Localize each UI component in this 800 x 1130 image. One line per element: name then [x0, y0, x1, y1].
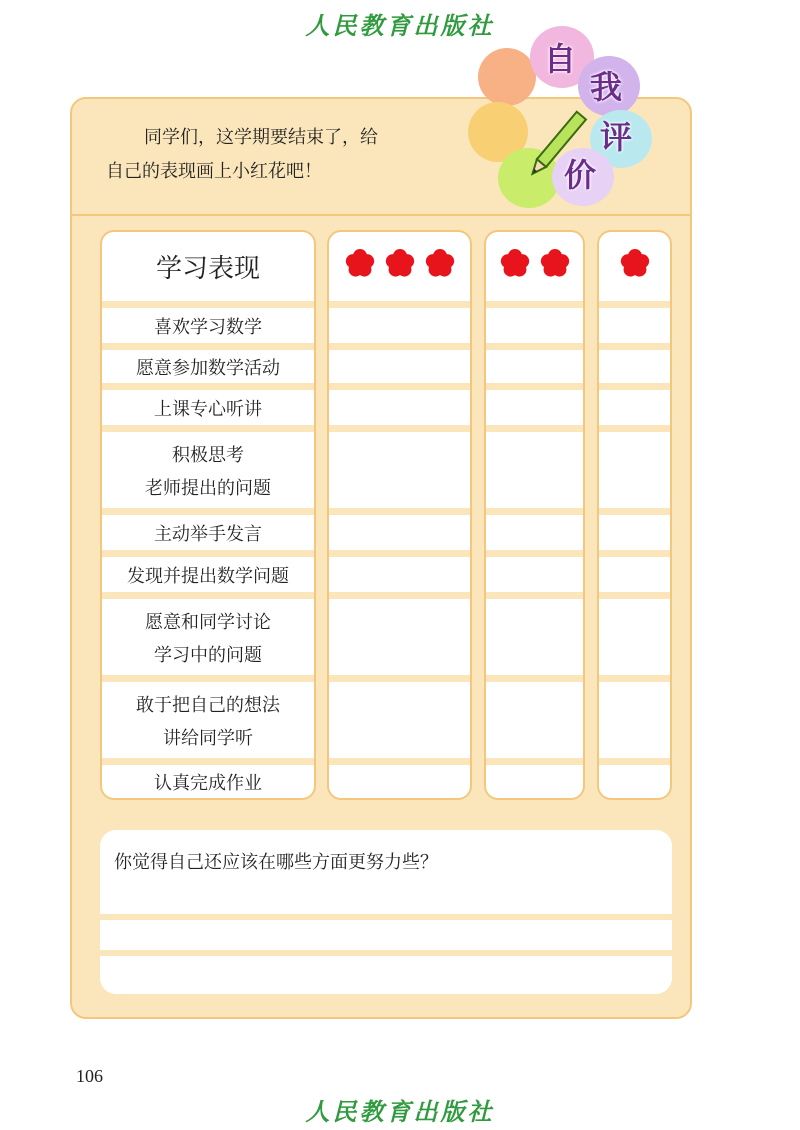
row-separator [329, 301, 470, 308]
badge-char-zi: 自 [544, 40, 577, 78]
red-flower-icon [344, 248, 376, 278]
row-separator [102, 301, 314, 308]
row-separator [102, 508, 314, 515]
intro-line-2: 自己的表现画上小红花吧！ [106, 161, 322, 182]
red-flower-icon [499, 248, 531, 278]
row-separator [102, 675, 314, 682]
performance-item-label: 愿意参加数学活动 [136, 357, 280, 379]
performance-item-label: 老师提出的问题 [145, 477, 271, 499]
row-separator [486, 550, 583, 557]
page-number: 106 [76, 1066, 103, 1086]
row-separator [102, 425, 314, 432]
writing-line [100, 950, 672, 956]
row-separator [329, 383, 470, 390]
row-separator [486, 508, 583, 515]
performance-item-label: 积极思考 [172, 444, 244, 466]
row-separator [599, 675, 670, 682]
publisher-watermark-bottom: 人民教育出版社 [305, 1097, 495, 1126]
row-separator [329, 550, 470, 557]
row-separator [599, 592, 670, 599]
column-header [102, 232, 314, 304]
writing-line [100, 914, 672, 920]
row-separator [329, 758, 470, 765]
row-separator [329, 592, 470, 599]
row-separator [329, 343, 470, 350]
two-flower-column[interactable] [484, 230, 585, 800]
performance-item-label: 讲给同学听 [163, 727, 253, 749]
row-separator [599, 758, 670, 765]
red-flower-icon [384, 248, 416, 278]
row-separator [599, 550, 670, 557]
performance-item-label: 敢于把自己的想法 [136, 694, 280, 716]
performance-item-label: 主动举手发言 [154, 523, 262, 545]
badge-char-ping: 评 [600, 118, 633, 156]
row-separator [599, 383, 670, 390]
row-separator [599, 343, 670, 350]
red-flower-icon [539, 248, 571, 278]
publisher-watermark-top: 人民教育出版社 [305, 11, 495, 40]
performance-item-label: 发现并提出数学问题 [127, 565, 289, 587]
reflection-question: 你觉得自己还应该在哪些方面更努力些？ [114, 852, 438, 873]
performance-item-label: 学习中的问题 [154, 644, 262, 666]
two-flower-header [486, 232, 583, 304]
row-separator [599, 508, 670, 515]
row-separator [486, 675, 583, 682]
three-flower-header [329, 232, 470, 304]
badge-char-jia: 价 [564, 156, 597, 194]
row-separator [329, 508, 470, 515]
one-flower-header [599, 232, 670, 304]
three-flower-column[interactable] [327, 230, 472, 800]
row-separator [486, 425, 583, 432]
row-separator [599, 425, 670, 432]
self-evaluation-badge [460, 20, 660, 210]
performance-item-label: 喜欢学习数学 [154, 316, 262, 338]
performance-label-column [100, 230, 316, 800]
performance-item-label: 上课专心听讲 [154, 398, 262, 420]
one-flower-group [599, 248, 670, 278]
red-flower-icon [424, 248, 456, 278]
one-flower-column[interactable] [597, 230, 672, 800]
row-separator [599, 301, 670, 308]
row-separator [102, 550, 314, 557]
row-separator [329, 425, 470, 432]
row-separator [486, 592, 583, 599]
performance-item-label: 认真完成作业 [154, 773, 262, 794]
intro-text [106, 121, 466, 189]
row-separator [102, 592, 314, 599]
two-flower-group [486, 248, 583, 278]
three-flower-group [329, 248, 470, 278]
row-separator [102, 758, 314, 765]
badge-char-wo: 我 [590, 68, 623, 106]
row-separator [486, 343, 583, 350]
red-flower-icon [619, 248, 651, 278]
orange-bubble [478, 48, 536, 106]
row-separator [102, 343, 314, 350]
row-separator [486, 758, 583, 765]
performance-item-label: 愿意和同学讨论 [145, 611, 271, 633]
row-separator [486, 301, 583, 308]
row-separator [486, 383, 583, 390]
intro-line-1: 同学们，这学期要结束了，给 [144, 127, 378, 148]
performance-header: 学习表现 [155, 254, 260, 284]
reflection-question-box[interactable] [100, 830, 672, 994]
row-separator [329, 675, 470, 682]
card-divider [72, 214, 690, 216]
